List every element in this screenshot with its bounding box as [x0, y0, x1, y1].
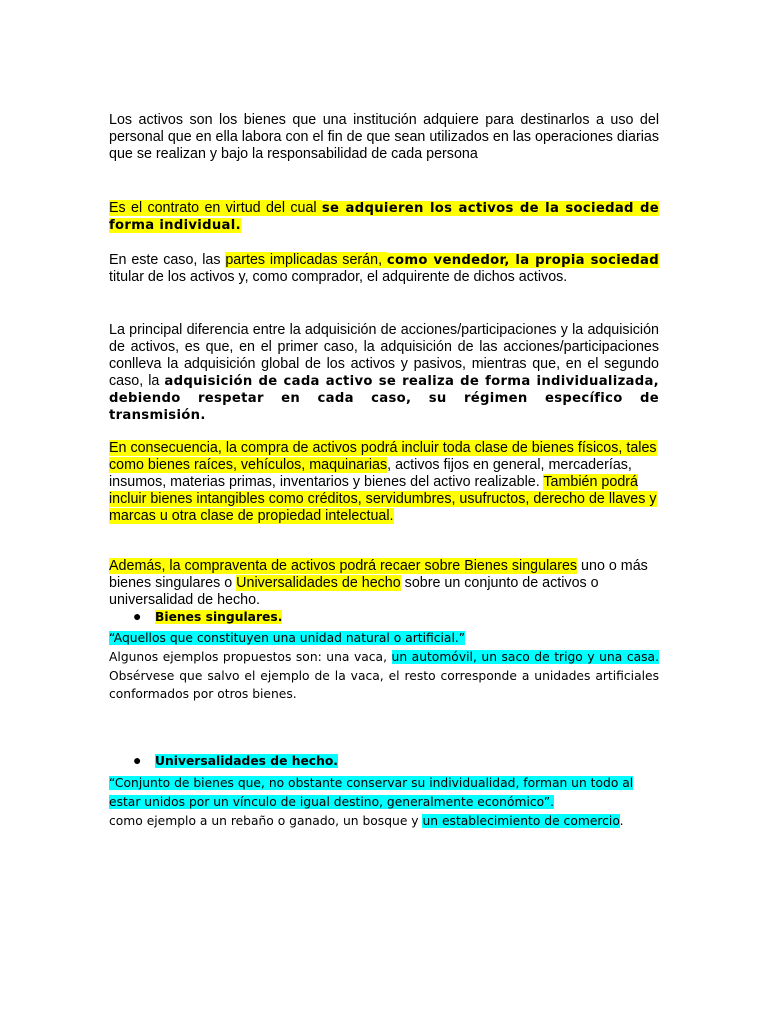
bullet-icon: ●	[133, 754, 142, 769]
plain-text: sobre un conjunto de activos o universalidad de hecho.	[109, 575, 599, 608]
paragraph-compraventa	[109, 558, 659, 609]
paragraph-partes-implicadas	[109, 252, 659, 286]
bold-text: adquisición de cada activo se realiza de forma individualizada, debiendo respetar en cada caso, su régimen específico de transmisión.	[109, 374, 659, 423]
highlight-text: Universalidades de hecho	[236, 575, 401, 591]
paragraph-text: Los activos son los bienes que una institución adquiere para destinarlos a uso del personal que en ella labora con el fin de que sean utilizados en las operaciones diarias que se realizan y bajo la responsabilidad de cada persona	[109, 112, 660, 162]
highlight-text: En consecuencia, la compra de activos podrá incluir toda clase de bienes físicos, tales como bienes raíces, vehículos, maquinarias	[109, 440, 657, 473]
bold-highlight-text: como vendedor, la propia sociedad	[386, 253, 659, 268]
cyan-highlight-text: un automóvil, un saco de trigo y una casa.	[391, 650, 659, 664]
paragraph-consecuencia	[109, 440, 659, 525]
plain-text: Algunos ejemplos propuestos son: una vaca,	[109, 650, 392, 664]
cyan-highlight-text: un establecimiento de comercio	[422, 814, 620, 828]
plain-text: , activos fijos en general, mercaderías, insumos, materias primas, inventarios y bienes del activo realizable.	[109, 457, 632, 490]
paragraph-ejemplos-singulares	[109, 648, 659, 704]
plain-text: titular de los activos y, como comprador, el adquirente de dichos activos.	[109, 269, 568, 285]
quote-universalidades	[109, 774, 659, 811]
paragraph-ejemplos-universalidades	[109, 812, 624, 831]
plain-text: La principal diferencia entre la adquisición de acciones/participaciones y la adquisición de activos, es que, en el primer caso, la adquisición de las acciones/participaciones conlleva la adquisición global de los activos y pasivos, mientras que, en el segundo caso, la	[109, 322, 659, 389]
paragraph-contrato	[109, 200, 659, 234]
highlight-text: También podrá incluir bienes intangibles como créditos, servidumbres, usufructos, derecho de llaves y marcas u otra clase de propiedad intelectual.	[109, 474, 657, 524]
paragraph-activos-definicion	[109, 112, 659, 163]
cyan-highlight-text: “Aquellos que constituyen una unidad natural o artificial.”	[109, 631, 466, 645]
highlight-text: Es el contrato en virtud del cual	[109, 200, 322, 216]
bullet-label: Universalidades de hecho.	[155, 754, 338, 768]
bullet-icon: ●	[133, 610, 142, 625]
plain-text: En este caso, las	[109, 252, 226, 268]
quote-bienes-singulares	[109, 629, 465, 648]
plain-text: .	[619, 814, 624, 828]
bullet-label: Bienes singulares.	[155, 610, 283, 624]
bold-highlight-text: se adquieren los activos de la sociedad de forma individual.	[109, 201, 659, 233]
plain-text: como ejemplo a un rebaño o ganado, un bosque y	[109, 814, 423, 828]
paragraph-diferencia	[109, 322, 659, 424]
highlight-text: Además, la compraventa de activos podrá recaer sobre Bienes singulares	[109, 558, 578, 574]
cyan-highlight-text: “Conjunto de bienes que, no obstante conservar su individualidad, forman un todo al estar unidos por un vínculo de igual destino, generalmente económico”.	[109, 776, 634, 809]
plain-text: Obsérvese que salvo el ejemplo de la vaca, el resto corresponde a unidades artificiales conformados por otros bienes.	[109, 668, 659, 701]
plain-text: uno o más bienes singulares o	[109, 558, 648, 591]
highlight-text: partes implicadas serán,	[225, 252, 387, 268]
